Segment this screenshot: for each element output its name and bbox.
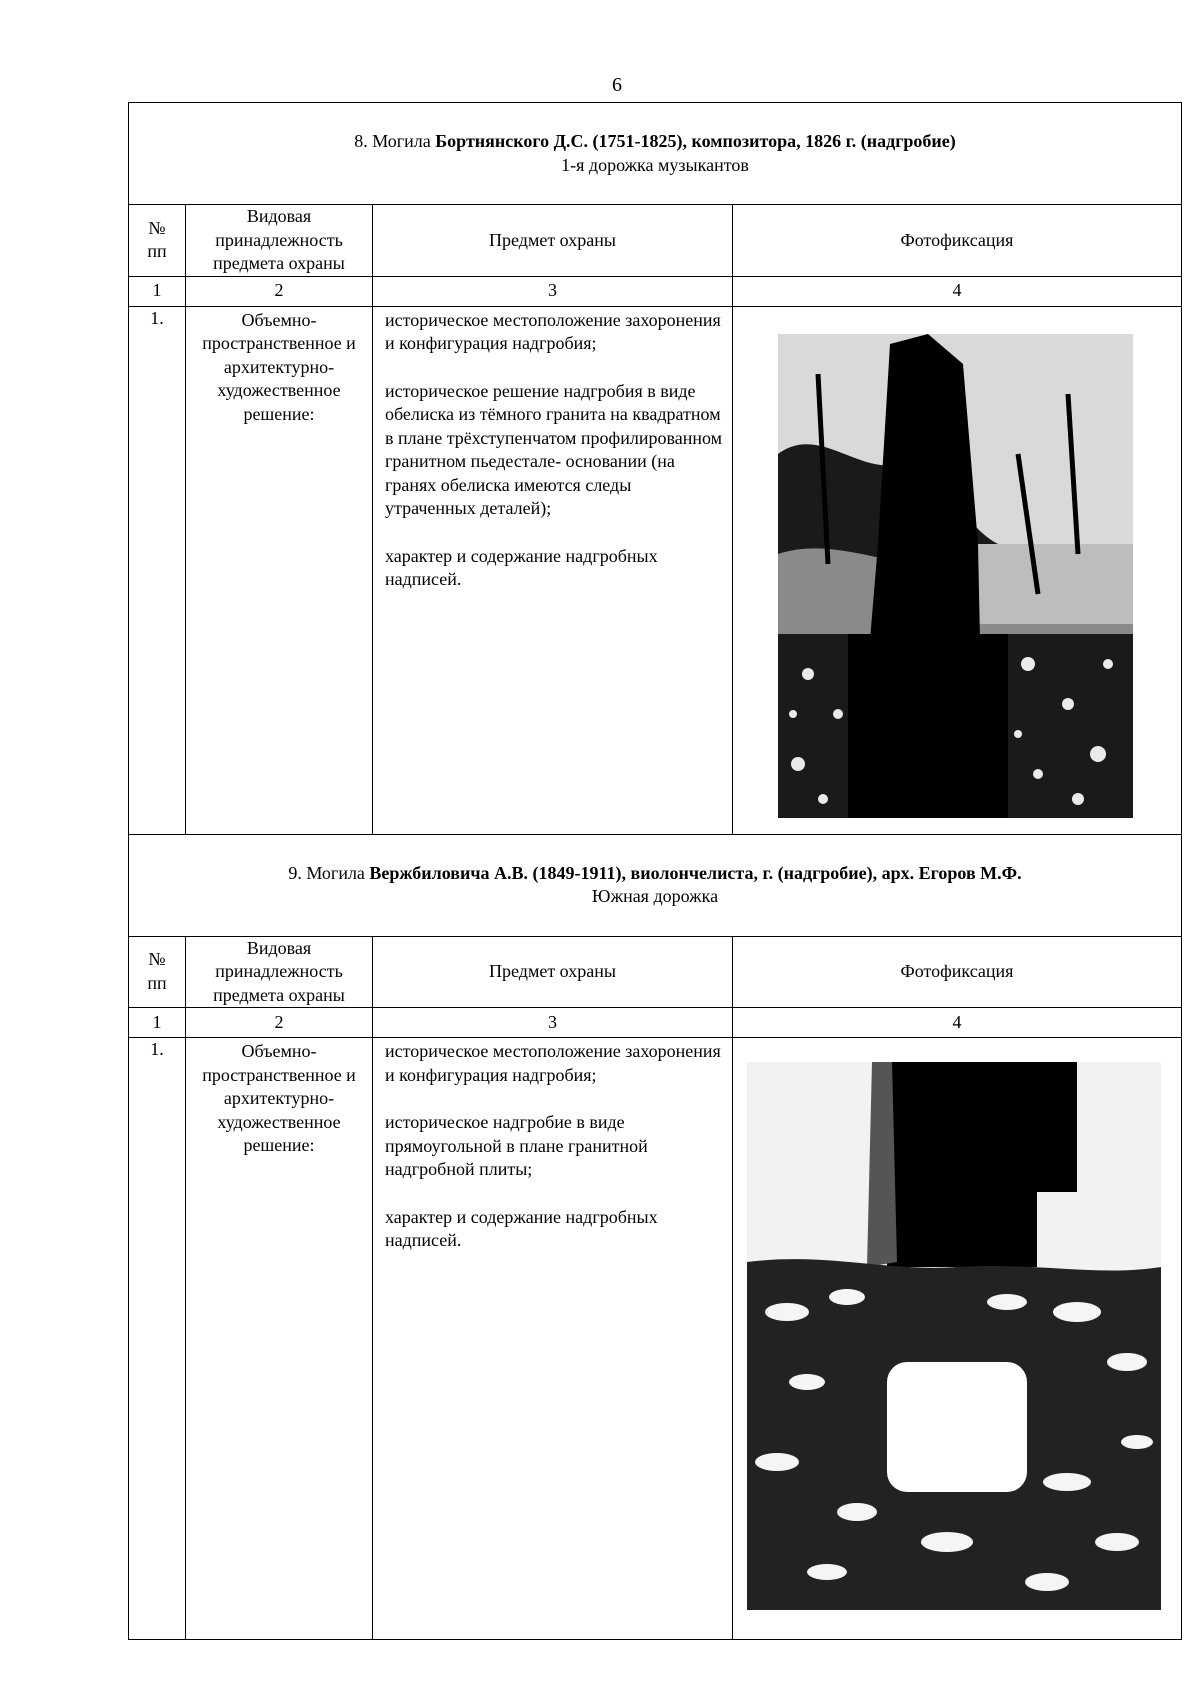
col-number: 3 xyxy=(373,1008,733,1038)
subject-item: историческое местоположение захоронения и конфигурация надгробия; xyxy=(385,309,721,353)
header-type: Видовая принадлежность предмета охраны xyxy=(186,205,373,277)
col-number: 3 xyxy=(373,276,733,306)
col-number: 4 xyxy=(733,1008,1182,1038)
section-title-text: Вержбиловича А.В. (1849-1911), виолончелиста, г. (надгробие), арх. Егоров М.Ф. xyxy=(369,862,1022,883)
protection-table xyxy=(128,102,1182,1640)
col-number: 1 xyxy=(129,1008,186,1038)
header-no: № пп xyxy=(129,205,186,277)
section-subtitle: 1-я дорожка музыкантов xyxy=(561,154,749,175)
col-number: 1 xyxy=(129,276,186,306)
row-type: Объемно-пространственное и архитектурно-художественное решение: xyxy=(186,306,373,834)
header-subject: Предмет охраны xyxy=(373,205,733,277)
header-photo: Фотофиксация xyxy=(733,936,1182,1008)
header-type: Видовая принадлежность предмета охраны xyxy=(186,936,373,1008)
section-title-lead: 9. Могила xyxy=(288,862,365,883)
row-type: Объемно-пространственное и архитектурно-художественное решение: xyxy=(186,1038,373,1640)
row-number: 1. xyxy=(129,1038,186,1640)
section-title-cell xyxy=(129,834,1182,936)
obelisk-photo xyxy=(778,334,1133,818)
header-photo: Фотофиксация xyxy=(733,205,1182,277)
subject-item: историческое решение надгробия в виде обелиска из тёмного гранита на квадратном в плане трёхступенчатом профилированном гранитном пьедестале- основании (на гранях обелиска имеются следы утраченных деталей); xyxy=(385,380,723,518)
row-subject xyxy=(373,1038,733,1640)
row-subject xyxy=(373,306,733,834)
section-subtitle: Южная дорожка xyxy=(591,886,719,906)
photo-cell xyxy=(733,306,1182,834)
col-number: 2 xyxy=(186,276,373,306)
subject-item: характер и содержание надгробных надписей. xyxy=(385,545,658,589)
section-title xyxy=(129,130,1181,154)
col-number: 2 xyxy=(186,1008,373,1038)
section-title xyxy=(129,862,1181,886)
page-number: 6 xyxy=(612,74,622,96)
col-number: 4 xyxy=(733,276,1182,306)
row-number: 1. xyxy=(129,306,186,834)
subject-item: характер и содержание надгробных надписей. xyxy=(385,1206,658,1250)
subject-item: историческое надгробие в виде прямоугольной в плане гранитной надгробной плиты; xyxy=(385,1112,648,1179)
header-subject: Предмет охраны xyxy=(373,936,733,1008)
header-no: № пп xyxy=(129,936,186,1008)
subject-item: историческое местоположение захоронения и конфигурация надгробия; xyxy=(385,1041,721,1085)
section-title-lead: 8. Могила xyxy=(354,131,431,151)
section-title-text: Бортнянского Д.С. (1751-1825), композитора, 1826 г. (надгробие) xyxy=(435,131,956,151)
section-title-cell xyxy=(129,103,1182,205)
photo-cell xyxy=(733,1038,1182,1640)
gravestone-photo xyxy=(747,1062,1161,1610)
